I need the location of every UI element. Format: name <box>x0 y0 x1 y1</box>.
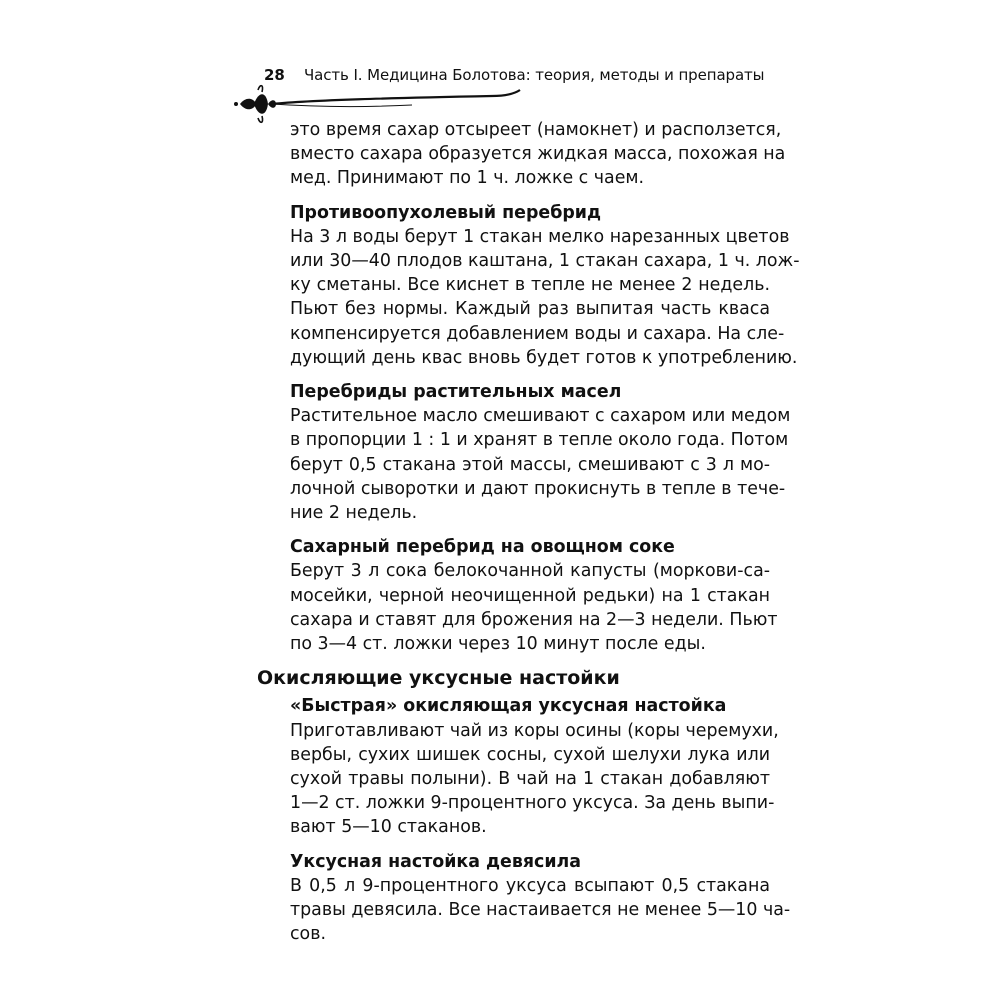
recipe-title: «Быстрая» окисляющая уксусная настойка <box>290 696 727 717</box>
recipe-title: Сахарный перебрид на овощном соке <box>290 537 675 558</box>
text-line: На 3 л воды берут 1 стакан мелко нарезанных цветов <box>290 226 790 247</box>
recipe-text <box>290 404 791 525</box>
text-line: Приготавливают чай из коры осины (коры черемухи, <box>290 720 779 741</box>
text-line: вают 5—10 стаканов. <box>290 817 487 838</box>
text-line: это время сахар отсыреет (намокнет) и расползется, <box>290 120 782 140</box>
page-number: 28 <box>264 66 285 84</box>
text-line: вербы, сухих шишек сосны, сухой шелухи лука или <box>290 744 770 765</box>
running-title: Часть I. Медицина Болотова: теория, методы и препараты <box>304 66 765 84</box>
text-line: компенсируется добавлением воды и сахара. На сле- <box>290 323 785 344</box>
section-title: Окисляющие уксусные настойки <box>257 667 620 690</box>
recipe-title: Уксусная настойка девясила <box>290 851 581 872</box>
text-line: Растительное масло смешивают с сахаром или медом <box>290 406 791 427</box>
recipe-text <box>290 559 778 656</box>
text-line: лочной сыворотки и дают прокиснуть в тепле в тече- <box>290 478 786 499</box>
text-line: мосейки, черной неочищенной редьки) на 1 стакан <box>290 585 770 606</box>
text-line: дующий день квас вновь будет готов к употреблению. <box>290 347 798 368</box>
recipe-title: Противоопухолевый перебрид <box>290 202 602 223</box>
text-line: мед. Принимают по 1 ч. ложке с чаем. <box>290 168 645 189</box>
text-line: ку сметаны. Все киснет в тепле не менее 2 недель. <box>290 275 770 296</box>
text-line: вместо сахара образуется жидкая масса, похожая на <box>290 144 786 165</box>
recipe-text <box>290 874 791 947</box>
text-line: Берут 3 л сока белокочанной капусты (моркови-са- <box>290 561 770 582</box>
text-line: или 30—40 плодов каштана, 1 стакан сахара, 1 ч. лож- <box>290 251 800 272</box>
page-header <box>232 60 765 120</box>
text-line: сов. <box>290 924 326 945</box>
recipe-text <box>290 225 800 370</box>
text-line: Пьют без нормы. Каждый раз выпитая часть кваса <box>290 299 770 320</box>
page-body <box>257 118 800 947</box>
text-line: сахара и ставят для брожения на 2—3 недели. Пьют <box>290 609 778 630</box>
text-line: В 0,5 л 9-процентного уксуса всыпают 0,5 стакана <box>290 875 770 896</box>
text-line: 1—2 ст. ложки 9-процентного уксуса. За день выпи- <box>290 793 775 814</box>
text-line: сухой травы полыни). В чай на 1 стакан добавляют <box>290 769 770 790</box>
text-line: в пропорции 1 : 1 и хранят в тепле около года. Потом <box>290 430 789 451</box>
recipe-text <box>290 719 779 840</box>
intro-paragraph <box>290 118 786 191</box>
recipe-title: Перебриды растительных масел <box>290 382 622 403</box>
text-line: ние 2 недель. <box>290 503 418 524</box>
text-line: по 3—4 ст. ложки через 10 минут после еды. <box>290 634 706 655</box>
text-line: травы девясила. Все настаивается не менее 5—10 ча- <box>290 900 791 921</box>
text-line: берут 0,5 стакана этой массы, смешивают с 3 л мо- <box>290 454 770 475</box>
